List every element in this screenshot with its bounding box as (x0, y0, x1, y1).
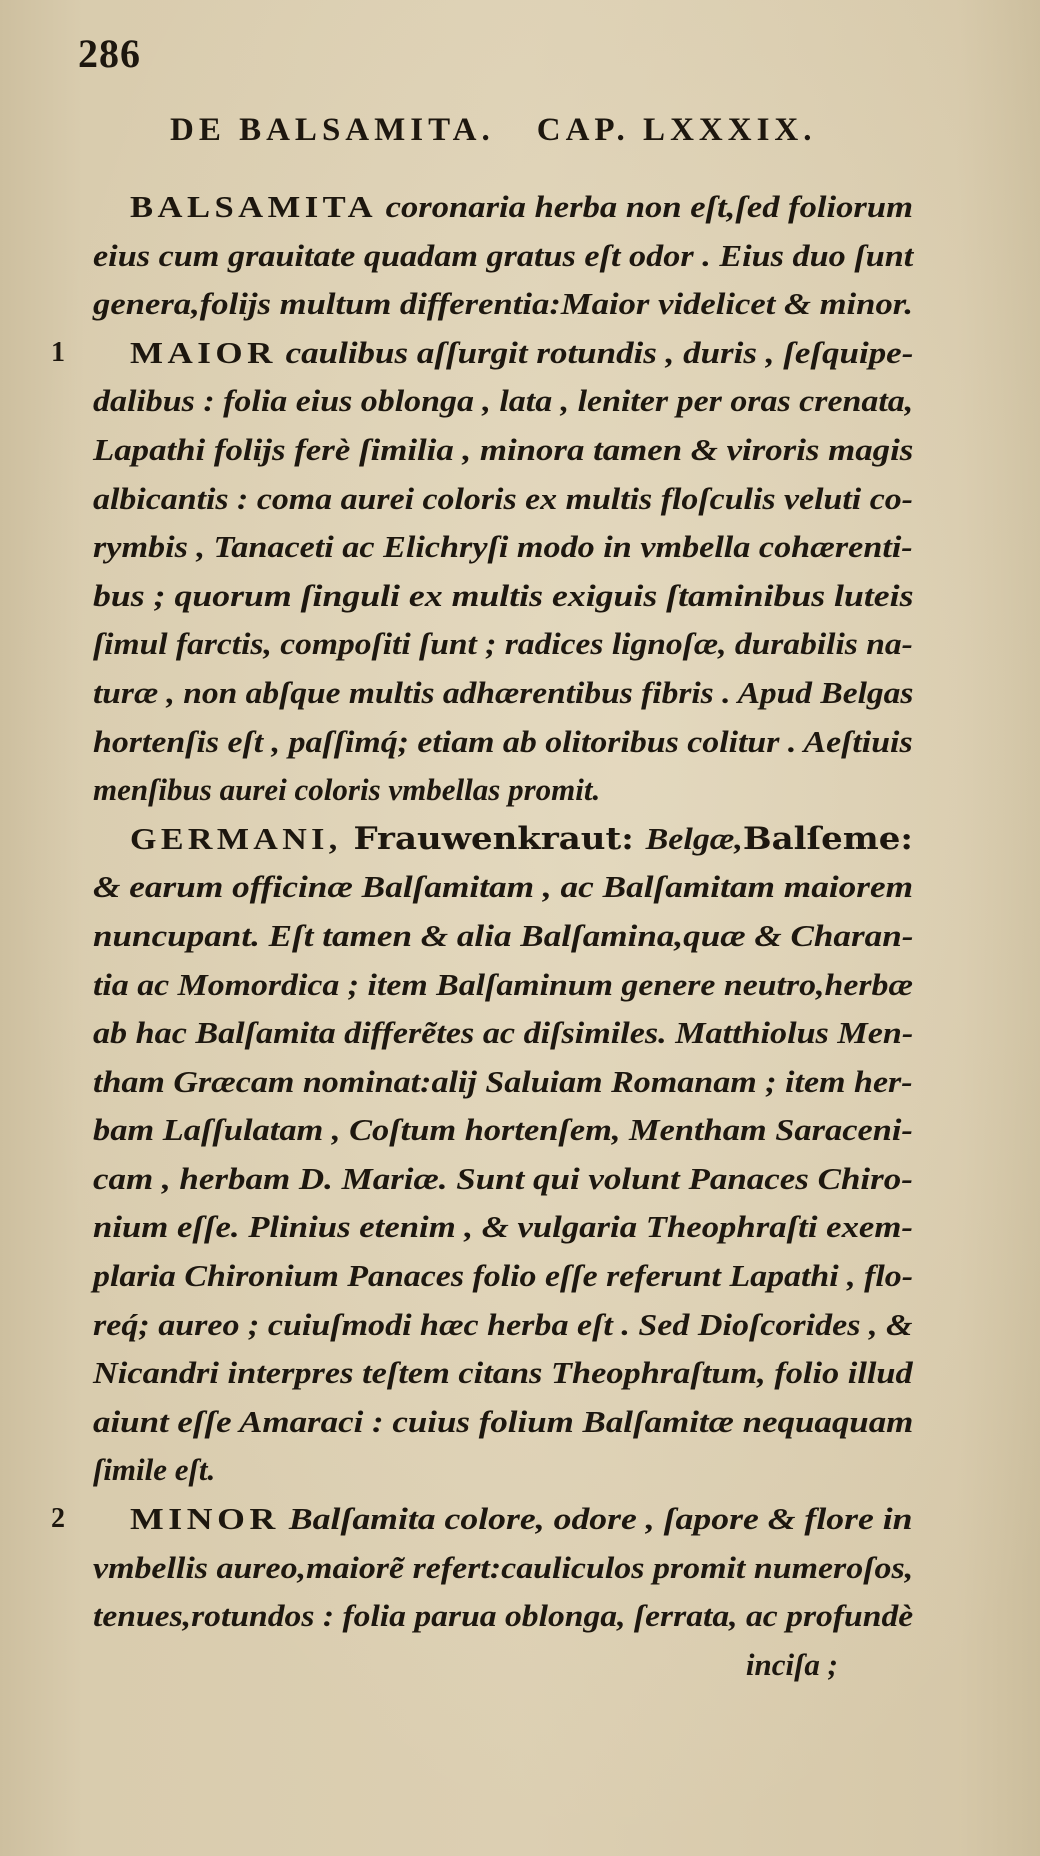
text-segment: Nicandri interpres teſtem citans Theophraſtum, folio illud (93, 1355, 913, 1391)
text-segment: genera,folijs multum differentia:Maior videlicet & minor. (93, 286, 913, 322)
text-line (93, 620, 968, 669)
text-segment: tia ac Momordica ; item Balſaminum genere neutro,herbæ (93, 966, 913, 1002)
text-segment: vmbellis aureo,maiorẽ refert:cauliculos promit numeroſos, (93, 1549, 914, 1585)
text-segment: tham Græcam nominat:alij Saluiam Romanam ; item her- (93, 1063, 913, 1099)
marginal-number: 2 (51, 1503, 65, 1535)
line-text (93, 620, 913, 669)
text-segment: dalibus : folia eius oblonga , lata , leniter per oras crenata, (93, 383, 914, 419)
small-caps-word: MINOR (130, 1501, 280, 1537)
line-text (93, 475, 913, 524)
line-text (93, 1009, 913, 1058)
text-segment: coronaria herba non eſt,ſed foliorum (377, 189, 914, 224)
text-segment: menſibus aurei coloris vmbellas promit. (93, 772, 601, 808)
text-line (93, 1252, 968, 1301)
text-line (93, 1155, 968, 1204)
line-text (93, 280, 913, 329)
text-line (93, 815, 968, 864)
line-text (93, 863, 913, 912)
text-segment: caulibus aſſurgit rotundis , duris , ſeſquipe- (276, 334, 914, 370)
text-line (93, 1446, 968, 1495)
text-segment: rymbis , Tanaceti ac Elichryſi modo in vmbella cohærenti- (93, 529, 913, 565)
text-segment: eius cum grauitate quadam gratus eſt odor . Eius duo ſunt (93, 237, 914, 273)
line-text (93, 1106, 913, 1155)
text-segment: Lapathi folijs ferè ſimilia , minora tamen & viroris magis (93, 431, 914, 467)
text-line (93, 669, 968, 718)
running-head (170, 112, 817, 149)
text-line (93, 475, 968, 524)
line-text (93, 1301, 912, 1350)
line-text (93, 1349, 913, 1398)
text-segment: & earum officinæ Balſamitam , ac Balſamitam maiorem (93, 869, 914, 905)
text-line (93, 1203, 968, 1252)
line-text (93, 572, 914, 621)
line-text (93, 669, 913, 718)
running-head-chapter: CAP. LXXXIX. (536, 112, 817, 148)
marginal-number: 1 (51, 336, 65, 368)
line-text (746, 1641, 838, 1690)
body-text (51, 183, 968, 1689)
text-line (93, 912, 968, 961)
running-head-title: DE BALSAMITA. (170, 112, 495, 148)
text-line (93, 1641, 968, 1690)
small-caps-word: MAIOR (130, 334, 277, 370)
text-segment: Belgæ, (645, 820, 743, 856)
line-text (93, 232, 913, 281)
text-segment: ab hac Balſamita differẽtes ac diſsimiles. Matthiolus Men- (93, 1015, 914, 1051)
line-text (93, 912, 913, 961)
small-caps-word: GERMANI, (130, 820, 342, 856)
line-text (93, 426, 913, 475)
line-text (89, 183, 913, 232)
text-line (93, 280, 968, 329)
text-line (51, 329, 968, 378)
text-segment: bus ; quorum ſinguli ex multis exiguis ſtaminibus luteis (93, 577, 914, 613)
text-line (93, 1106, 968, 1155)
text-segment: cam , herbam D. Mariæ. Sunt qui volunt Panaces Chiro- (93, 1160, 913, 1196)
line-text (93, 523, 913, 572)
text-line (93, 961, 968, 1010)
text-segment: ſimile eſt. (93, 1452, 216, 1488)
line-text (93, 1058, 913, 1107)
text-segment: Balſamita colore, odore , ſapore & flore in (279, 1501, 913, 1537)
blackletter-word: Frauwenkraut: (341, 820, 646, 857)
line-text (93, 718, 913, 767)
line-text (93, 1398, 913, 1447)
text-line (93, 1398, 968, 1447)
text-segment: nium eſſe. Plinius etenim , & vulgaria Theophraſti exem- (93, 1209, 913, 1245)
text-segment: ſimul farctis, compoſiti ſunt ; radices lignoſæ, durabilis na- (93, 626, 913, 662)
text-line (93, 572, 968, 621)
text-line (93, 1592, 968, 1641)
text-line (93, 1009, 968, 1058)
line-text (89, 815, 913, 864)
line-text (93, 1544, 913, 1593)
text-segment: req́; aureo ; cuiuſmodi hæc herba eſt . Sed Dioſcorides , & (93, 1306, 913, 1342)
line-text (93, 1155, 913, 1204)
blackletter-word: Balſeme: (742, 820, 913, 857)
line-text (93, 961, 913, 1010)
text-line (93, 523, 968, 572)
text-line (93, 863, 968, 912)
text-line (93, 377, 968, 426)
text-line (93, 183, 968, 232)
line-text (93, 1203, 913, 1252)
line-text (93, 1252, 913, 1301)
line-text (88, 329, 913, 378)
text-line (93, 1544, 968, 1593)
text-segment: plaria Chironium Panaces folio eſſe referunt Lapathi , flo- (93, 1258, 914, 1294)
line-text (87, 1495, 912, 1544)
line-text (93, 1592, 913, 1641)
text-segment: turæ , non abſque multis adhærentibus fibris . Apud Belgas (93, 674, 914, 710)
text-line (93, 766, 968, 815)
small-caps-word: BALSAMITA (130, 189, 378, 224)
page-number: 286 (78, 31, 141, 76)
text-segment: aiunt eſſe Amaraci : cuius folium Balſamitæ nequaquam (93, 1403, 914, 1439)
line-text (93, 766, 600, 815)
text-segment: tenues,rotundos : folia parua oblonga, ſerrata, ac profundè (93, 1598, 914, 1634)
line-text (93, 1446, 215, 1495)
text-line (93, 1301, 968, 1350)
text-line (93, 1058, 968, 1107)
line-text (93, 377, 913, 426)
text-line (93, 718, 968, 767)
text-segment: hortenſis eſt , paſſimq́; etiam ab olitoribus colitur . Aeſtiuis (93, 723, 913, 759)
text-segment: nuncupant. Eſt tamen & alia Balſamina,quæ & Charan- (93, 917, 914, 953)
text-line (51, 1495, 968, 1544)
text-segment: inciſa ; (745, 1646, 838, 1682)
text-line (93, 426, 968, 475)
text-line (93, 1349, 968, 1398)
text-line (93, 232, 968, 281)
text-segment: albicantis : coma aurei coloris ex multis floſculis veluti co- (93, 480, 913, 516)
text-segment: bam Laſſulatam , Coſtum hortenſem, Mentham Saraceni- (93, 1112, 913, 1148)
